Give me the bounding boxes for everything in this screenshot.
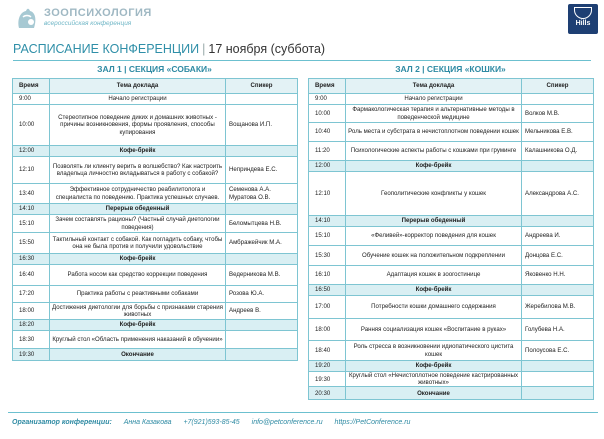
session-topic: Геополитические конфликты у кошек [346,172,522,216]
organizer-name: Анна Казакова [123,419,172,426]
session-speaker: Андреева И. [522,227,594,246]
session-topic: Кофе-брейк [50,254,226,265]
session-time: 12:00 [309,161,346,172]
session-time: 18:20 [13,320,50,331]
session-speaker: Розова Ю.А. [226,286,298,303]
session-time: 13:40 [13,184,50,204]
session-topic: Окончание [346,387,522,400]
organizer-label: Организатор конференции: [12,419,112,426]
table-row [309,172,594,216]
session-topic: Начало регистрации [50,94,226,105]
session-speaker: Амбражейчик М.А. [226,233,298,254]
session-time: 17:00 [309,296,346,319]
session-topic: Роль стресса в возникновении идиопатического цистита кошек [346,341,522,361]
session-topic: «Феливей»-корректор поведения для кошек [346,227,522,246]
session-topic: Ранняя социализация кошек «Воспитание в руках» [346,319,522,341]
session-time: 12:00 [13,146,50,157]
table-header-row [13,79,298,94]
session-speaker [226,94,298,105]
session-speaker: Неприндева Е.С. [226,157,298,184]
table-row [13,331,298,349]
session-speaker: Мельникова Е.В. [522,123,594,142]
session-topic: Роль места и субстрата в нечистоплотном поведении кошек [346,123,522,142]
session-speaker [226,254,298,265]
col-topic-header: Тема доклада [50,79,226,94]
col-speaker-header: Спикер [226,79,298,94]
session-time: 15:30 [309,246,346,266]
title-divider [13,60,591,61]
organizer-phone[interactable]: +7(921)593-85-45 [183,419,240,426]
table-row [309,296,594,319]
session-topic: Круглый стол «Область применения наказаний в обучении» [50,331,226,349]
col-time-header: Время [13,79,50,94]
session-topic: Эффективное сотрудничество реабилитолога и специалиста по поведению. Практика успешных случаев. [50,184,226,204]
session-time: 16:50 [309,285,346,296]
organizer-email[interactable]: info@petconference.ru [251,419,323,426]
session-time: 19:30 [13,349,50,361]
title-date: 17 ноября (суббота) [208,42,326,56]
page-footer [12,419,420,426]
hall2-title: ЗАЛ 2 | СЕКЦИЯ «КОШКИ» [395,64,506,74]
session-topic: Тактильный контакт с собакой. Как погладить собаку, чтобы она не была против и получили удовольствие [50,233,226,254]
table-row [309,105,594,123]
table-row [309,319,594,341]
session-speaker: Волков М.В. [522,105,594,123]
footer-divider [8,412,598,413]
session-topic: Кофе-брейк [346,285,522,296]
session-speaker: Голубева Н.А. [522,319,594,341]
session-speaker: Ведерникова М.В. [226,265,298,286]
session-topic: Потребности кошки домашнего содержания [346,296,522,319]
session-topic: Психологические аспекты работы с кошками при груминге [346,142,522,161]
col-topic-header: Тема доклада [346,79,522,94]
table-row [309,227,594,246]
hall1-title: ЗАЛ 1 | СЕКЦИЯ «СОБАКИ» [97,64,212,74]
session-speaker [522,372,594,387]
session-speaker: Жеребилова М.В. [522,296,594,319]
break-row [309,285,594,296]
session-topic: Фармакологическая терапия и альтернативные методы в поведенческой медицине [346,105,522,123]
table-row [309,142,594,161]
table-header-row [309,79,594,94]
session-time: 11:20 [309,142,346,161]
session-speaker: Семенова А.А. Муратова О.В. [226,184,298,204]
table-row [309,246,594,266]
session-speaker [522,216,594,227]
session-time: 10:00 [13,105,50,146]
table-row [309,341,594,361]
session-speaker [226,204,298,215]
session-topic: Перерыв обеденный [50,204,226,215]
session-speaker [226,320,298,331]
session-time: 10:00 [309,105,346,123]
session-speaker [522,387,594,400]
break-row [13,146,298,157]
session-topic: Адаптация кошек в зоогостинице [346,266,522,285]
session-topic: Перерыв обеденный [346,216,522,227]
session-speaker [226,331,298,349]
break-row [309,361,594,372]
break-row [13,349,298,361]
session-time: 17:20 [13,286,50,303]
session-time: 15:50 [13,233,50,254]
table-row [13,184,298,204]
col-time-header: Время [309,79,346,94]
session-time: 14:10 [13,204,50,215]
session-speaker [522,94,594,105]
title-separator: | [202,42,206,56]
title-text: РАСПИСАНИЕ КОНФЕРЕНЦИИ [13,42,200,56]
session-time: 12:10 [309,172,346,216]
break-row [13,204,298,215]
table-row [13,157,298,184]
session-time: 18:00 [309,319,346,341]
break-row [309,161,594,172]
break-row [309,216,594,227]
session-topic: Кофе-брейк [346,161,522,172]
session-speaker: Андреев В. [226,303,298,320]
table-row [309,266,594,285]
session-time: 18:40 [309,341,346,361]
hall1-schedule-table [12,78,298,361]
sponsor-name: Hills [575,20,591,27]
session-time: 16:40 [13,265,50,286]
session-speaker: Беломытцева Н.В. [226,215,298,233]
session-topic: Практика работы с реактивными собаками [50,286,226,303]
table-row [309,123,594,142]
session-speaker [522,361,594,372]
table-row [13,105,298,146]
session-topic: Кофе-брейк [50,320,226,331]
session-speaker: Калашникова О.Д. [522,142,594,161]
session-time: 9:00 [309,94,346,105]
session-speaker [226,146,298,157]
session-topic: Зачем составлять рационы? (Частный случай диетологии поведения) [50,215,226,233]
session-topic: Круглый стол «Нечистоплотное поведение кастрированных животных» [346,372,522,387]
hall2-schedule-table [308,78,594,400]
session-time: 19:20 [309,361,346,372]
session-topic: Стереотипное поведение диких и домашних животных - причины возникновения, формы проявления, способы купирования [50,105,226,146]
table-row [13,303,298,320]
break-row [309,387,594,400]
table-row [309,94,594,105]
logo-title: ЗООПСИХОЛОГИЯ [44,7,152,19]
session-topic: Кофе-брейк [50,146,226,157]
page-title [13,42,325,56]
session-time: 18:30 [13,331,50,349]
session-speaker [522,285,594,296]
cat-logo-icon [14,6,40,32]
session-speaker: Яковенко Н.Н. [522,266,594,285]
session-time: 10:40 [309,123,346,142]
session-topic: Работа носом как средство коррекции поведения [50,265,226,286]
break-row [13,254,298,265]
session-speaker: Полоусова Е.С. [522,341,594,361]
session-time: 9:00 [13,94,50,105]
session-topic: Окончание [50,349,226,361]
session-topic: Обучение кошек на положительном подкреплении [346,246,522,266]
conference-site-link[interactable]: https://PetConference.ru [334,419,411,426]
table-row [309,372,594,387]
session-time: 12:10 [13,157,50,184]
session-topic: Достижения диетологии для борьбы с признаками старения животных [50,303,226,320]
session-topic: Позволять ли клиенту верить в волшебство? Как настроить владельца личностно вкладываться в работу с собакой? [50,157,226,184]
session-time: 16:30 [13,254,50,265]
crest-icon [574,7,592,19]
session-time: 15:10 [13,215,50,233]
session-time: 18:00 [13,303,50,320]
session-speaker: Александрова А.С. [522,172,594,216]
session-time: 19:30 [309,372,346,387]
table-row [13,215,298,233]
session-time: 16:10 [309,266,346,285]
table-row [13,265,298,286]
sponsor-logo [568,4,598,34]
break-row [13,320,298,331]
session-topic: Начало регистрации [346,94,522,105]
table-row [13,233,298,254]
session-speaker [522,161,594,172]
session-time: 14:10 [309,216,346,227]
table-row [13,286,298,303]
session-time: 20:30 [309,387,346,400]
session-time: 15:10 [309,227,346,246]
col-speaker-header: Спикер [522,79,594,94]
page-header [0,0,604,40]
session-speaker: Донцова Е.С. [522,246,594,266]
session-speaker: Вощанова И.П. [226,105,298,146]
session-speaker [226,349,298,361]
session-topic: Кофе-брейк [346,361,522,372]
logo-subtitle: всероссийская конференция [44,20,132,27]
table-row [13,94,298,105]
